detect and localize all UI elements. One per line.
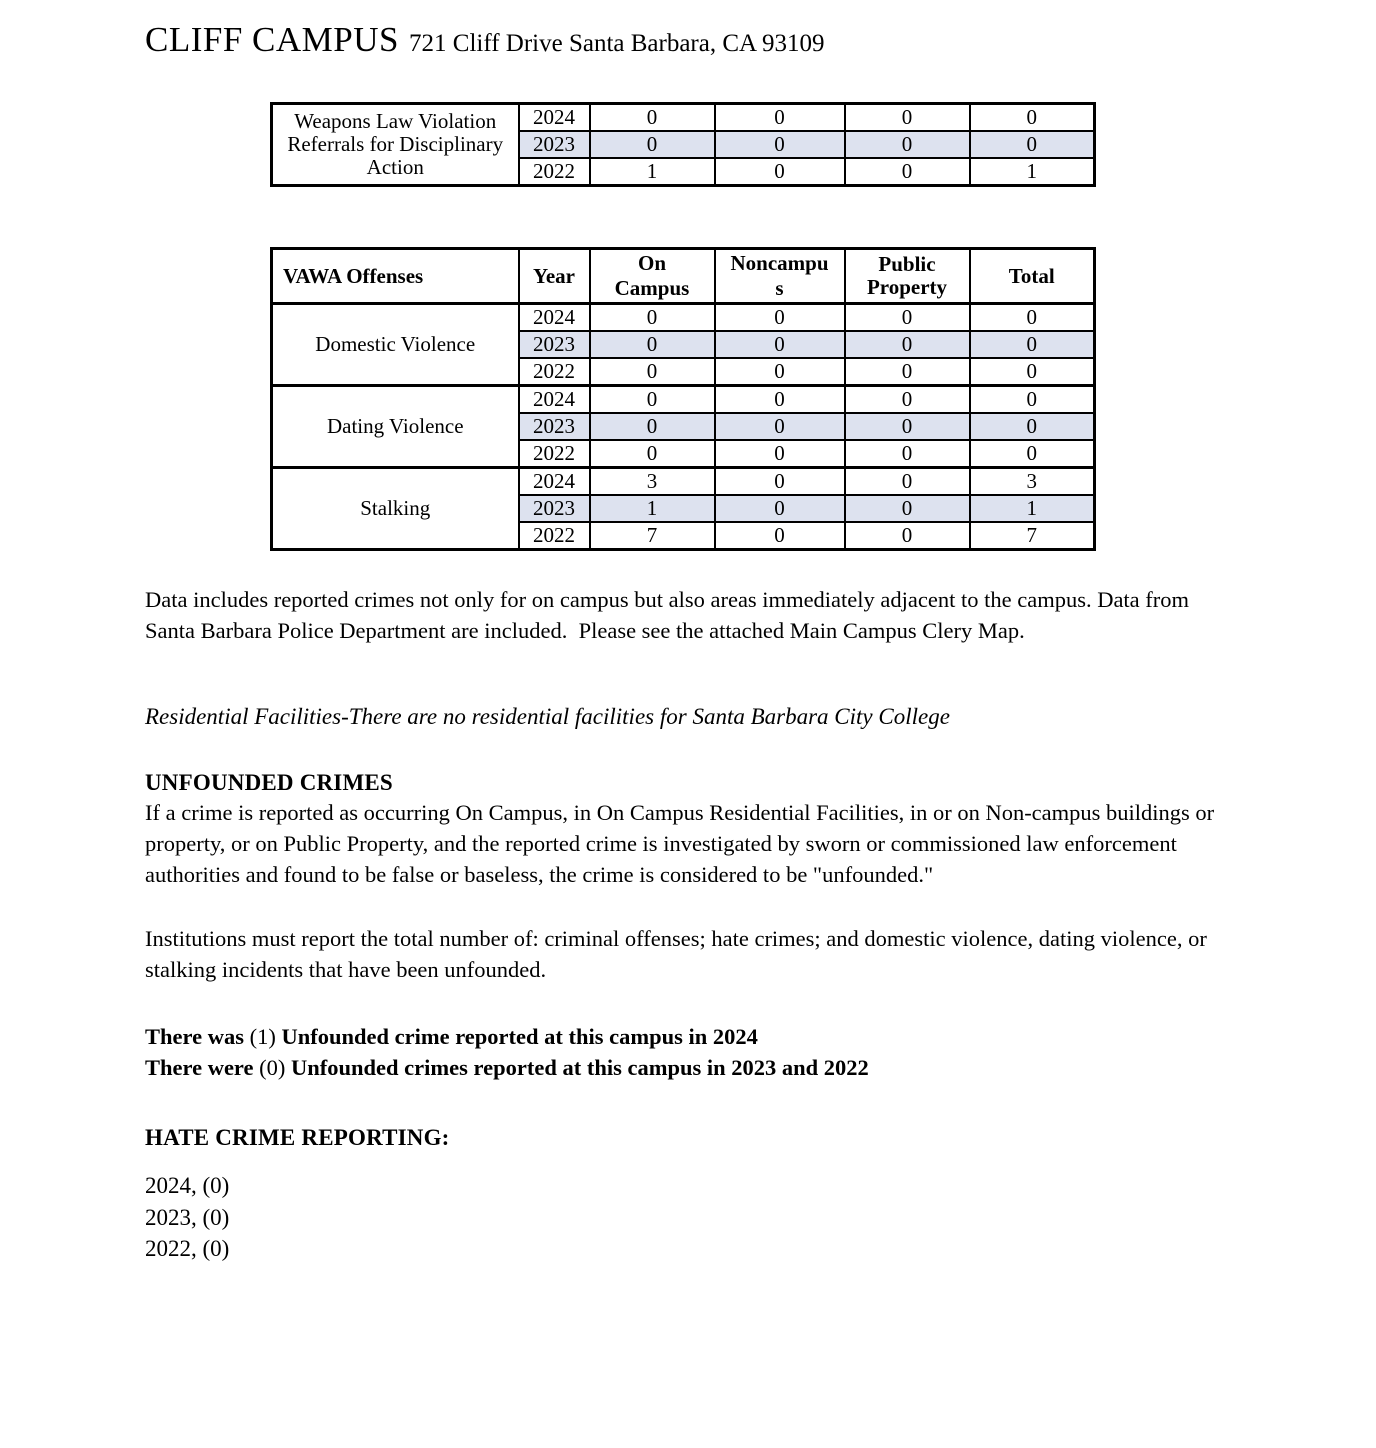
table-cell: 0 <box>590 304 715 332</box>
offense-label: Dating Violence <box>272 386 519 468</box>
table-cell: 0 <box>845 304 970 332</box>
table-cell: 0 <box>590 440 715 468</box>
table-cell: 0 <box>715 522 845 550</box>
table-cell: 0 <box>715 358 845 386</box>
table-cell: 0 <box>970 304 1095 332</box>
table-cell: 0 <box>970 440 1095 468</box>
table-cell: 0 <box>590 331 715 358</box>
unfounded-crimes-heading: UNFOUNDED CRIMES <box>145 770 393 795</box>
table-cell: 0 <box>845 413 970 440</box>
table-cell: 0 <box>715 331 845 358</box>
column-header: Year <box>519 249 590 304</box>
table-cell: 0 <box>715 131 845 158</box>
column-header: VAWA Offenses <box>272 249 519 304</box>
table-cell: 0 <box>845 468 970 496</box>
unfounded-summary-line: There were (0) Unfounded crimes reported at this campus in 2023 and 2022 <box>145 1055 869 1080</box>
year-cell: 2023 <box>519 131 590 158</box>
page-title <box>145 20 1236 60</box>
column-header: Total <box>970 249 1095 304</box>
unfounded-summary <box>145 1021 1236 1083</box>
year-cell: 2023 <box>519 331 590 358</box>
table-cell: 0 <box>845 522 970 550</box>
table-cell: 0 <box>715 440 845 468</box>
unfounded-definition: If a crime is reported as occurring On Campus, in On Campus Residential Facilities, in or on Non-campus buildings or property, or on Public Property, and the reported crime is investigated by sworn or commissioned law enforcement authorities and found to be false or baseless, the crime is considered to be "unfounded." <box>145 800 1220 887</box>
row-label: Weapons Law Violation Referrals for Disciplinary Action <box>272 104 519 186</box>
year-cell: 2024 <box>519 468 590 496</box>
table-cell: 0 <box>590 131 715 158</box>
table-cell: 0 <box>715 104 845 132</box>
year-cell: 2022 <box>519 358 590 386</box>
year-cell: 2023 <box>519 495 590 522</box>
table-cell: 0 <box>845 495 970 522</box>
unfounded-requirement: Institutions must report the total number of: criminal offenses; hate crimes; and domestic violence, dating violence, or stalking incidents that have been unfounded. <box>145 926 1213 982</box>
vawa-offenses-table <box>270 247 1096 551</box>
campus-address: 721 Cliff Drive Santa Barbara, CA 93109 <box>409 30 825 57</box>
column-header: Noncampus <box>715 249 845 304</box>
unfounded-count: (0) <box>259 1055 286 1080</box>
table-cell: 0 <box>590 358 715 386</box>
table-cell: 1 <box>590 158 715 186</box>
table-cell: 0 <box>715 386 845 414</box>
year-cell: 2023 <box>519 413 590 440</box>
table-cell: 7 <box>590 522 715 550</box>
table-cell: 0 <box>845 440 970 468</box>
table-cell: 0 <box>715 304 845 332</box>
table-cell: 0 <box>590 104 715 132</box>
table-cell: 0 <box>970 358 1095 386</box>
year-cell: 2022 <box>519 440 590 468</box>
table-cell: 0 <box>715 468 845 496</box>
table-cell: 0 <box>845 158 970 186</box>
hate-crime-year-list <box>145 1170 1236 1265</box>
year-cell: 2022 <box>519 522 590 550</box>
weapons-referrals-table <box>270 102 1096 187</box>
table-row <box>272 304 1095 332</box>
offense-label: Domestic Violence <box>272 304 519 386</box>
table-cell: 0 <box>590 386 715 414</box>
data-source-note: Data includes reported crimes not only for on campus but also areas immediately adjacent to the campus. Data from Santa Barbara Police Department are included. Please see the attached Main Campus Clery Map. <box>145 587 1195 643</box>
table-cell: 0 <box>970 413 1095 440</box>
table-cell: 0 <box>590 413 715 440</box>
table-cell: 0 <box>845 358 970 386</box>
table-cell: 0 <box>845 386 970 414</box>
table-header-row <box>272 249 1095 304</box>
table-cell: 3 <box>590 468 715 496</box>
table-cell: 0 <box>715 495 845 522</box>
table-cell: 0 <box>715 413 845 440</box>
residential-facilities-note: Residential Facilities-There are no residential facilities for Santa Barbara City College <box>145 704 950 729</box>
hate-crime-year-line: 2023, (0) <box>145 1204 230 1230</box>
table-row <box>272 386 1095 414</box>
table-cell: 1 <box>970 495 1095 522</box>
year-cell: 2022 <box>519 158 590 186</box>
table-row <box>272 468 1095 496</box>
table-cell: 1 <box>590 495 715 522</box>
table-cell: 1 <box>970 158 1095 186</box>
table-cell: 0 <box>970 386 1095 414</box>
table-cell: 3 <box>970 468 1095 496</box>
campus-name: CLIFF CAMPUS <box>145 20 400 59</box>
table-cell: 0 <box>845 104 970 132</box>
table-cell: 0 <box>845 331 970 358</box>
table-cell: 0 <box>970 104 1095 132</box>
year-cell: 2024 <box>519 304 590 332</box>
table-cell: 0 <box>845 131 970 158</box>
year-cell: 2024 <box>519 104 590 132</box>
hate-crime-year-line: 2022, (0) <box>145 1236 230 1261</box>
table-cell: 0 <box>970 131 1095 158</box>
unfounded-count: (1) <box>249 1024 276 1049</box>
table-row <box>272 104 1095 132</box>
year-cell: 2024 <box>519 386 590 414</box>
table-cell: 7 <box>970 522 1095 550</box>
table-cell: 0 <box>970 331 1095 358</box>
hate-crime-heading: HATE CRIME REPORTING: <box>145 1125 450 1150</box>
column-header: Public Property <box>845 249 970 304</box>
hate-crime-year-line: 2024, (0) <box>145 1173 230 1198</box>
offense-label: Stalking <box>272 468 519 550</box>
unfounded-summary-line: There was (1) Unfounded crime reported at this campus in 2024 <box>145 1024 758 1049</box>
column-header: On Campus <box>590 249 715 304</box>
table-cell: 0 <box>715 158 845 186</box>
